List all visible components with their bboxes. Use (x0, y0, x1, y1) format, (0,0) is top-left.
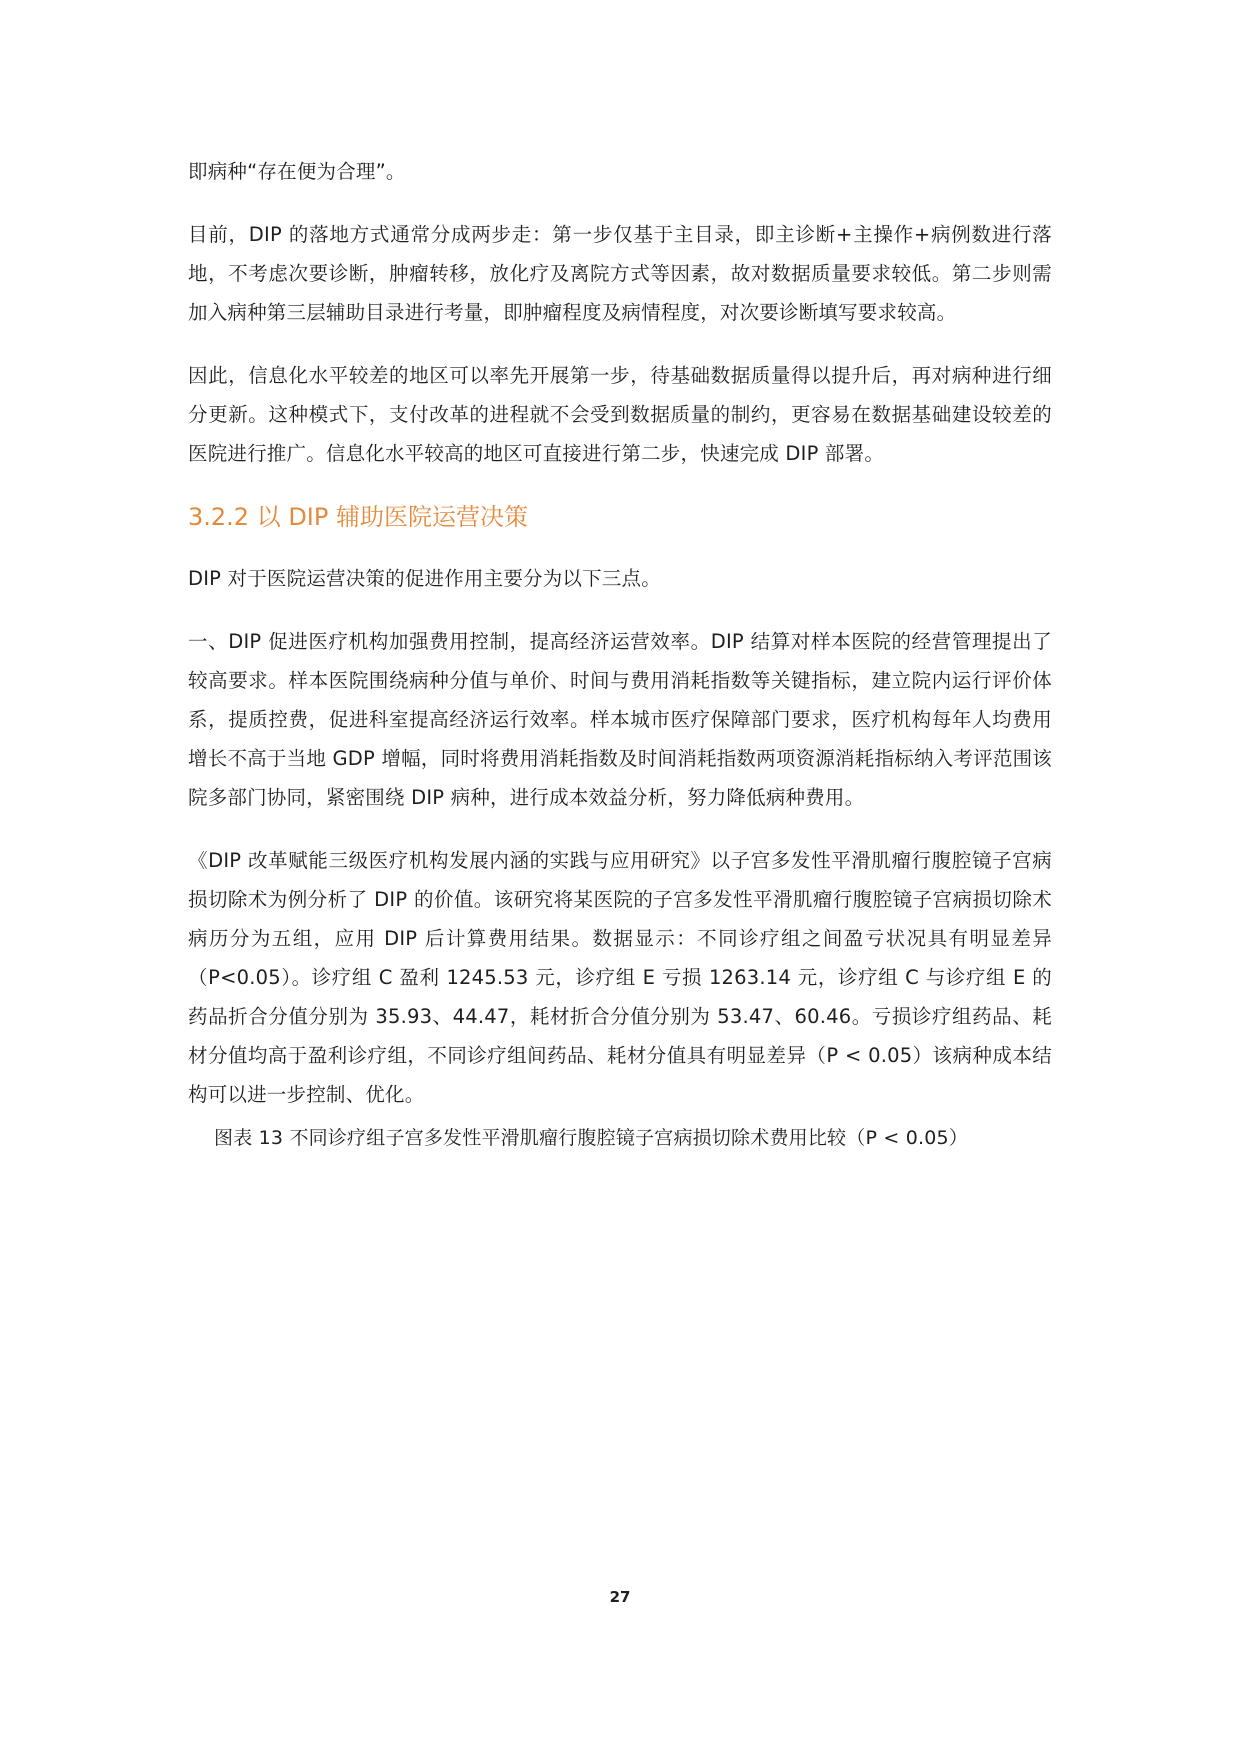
paragraph-informatization: 因此，信息化水平较差的地区可以率先开展第一步，待基础数据质量得以提升后，再对病种进行细分更新。这种模式下，支付改革的进程就不会受到数据质量的制约，更容易在数据基础建设较差的医院进行推广。信息化水平较高的地区可直接进行第二步，快速完成 DIP 部署。 (188, 364, 1052, 465)
figure-caption: 图表 13 不同诊疗组子宫多发性平滑肌瘤行腹腔镜子宫病损切除术费用比较（P < 0.05） (214, 1127, 969, 1149)
paragraph-intro: 即病种“存在便为合理”。 (188, 160, 406, 183)
paragraph-dip-steps: 目前，DIP 的落地方式通常分成两步走：第一步仅基于主目录，即主诊断+主操作+病例数进行落地，不考虑次要诊断，肿瘤转移，放化疗及离院方式等因素，故对数据质量要求较低。第二步则需加入病种第三层辅助目录进行考量，即肿瘤程度及病情程度，对次要诊断填写要求较高。 (188, 223, 1052, 324)
page-number: 27 (609, 1588, 631, 1606)
page-content (188, 152, 1052, 1156)
paragraph-cost-control: 一、DIP 促进医疗机构加强费用控制，提高经济运营效率。DIP 结算对样本医院的经营管理提出了较高要求。样本医院围绕病种分值与单价、时间与费用消耗指数等关键指标，建立院内运行评价体系，提质控费，促进科室提高经济运行效率。样本城市医疗保障部门要求，医疗机构每年人均费用增长不高于当地 GDP 增幅，同时将费用消耗指数及时间消耗指数两项资源消耗指标纳入考评范围该院多部门协同，紧密围绕 DIP 病种，进行成本效益分析，努力降低病种费用。 (188, 630, 1052, 809)
paragraph-section-intro: DIP 对于医院运营决策的促进作用主要分为以下三点。 (188, 567, 661, 590)
paragraph-case-study: 《DIP 改革赋能三级医疗机构发展内涵的实践与应用研究》以子宫多发性平滑肌瘤行腹腔镜子宫病损切除术为例分析了 DIP 的价值。该研究将某医院的子宫多发性平滑肌瘤行腹腔镜子宫病损切除术病历分为五组，应用 DIP 后计算费用结果。数据显示：不同诊疗组之间盈亏状况具有明显差异（P<0.05）。诊疗组 C 盈利 1245.53 元，诊疗组 E 亏损 1263.14 元，诊疗组 C 与诊疗组 E 的药品折合分值分别为 35.93、44.47，耗材折合分值分别为 53.47、60.46。亏损诊疗组药品、耗材分值均高于盈利诊疗组，不同诊疗组间药品、耗材分值具有明显差异（P < 0.05）该病种成本结构可以进一步控制、优化。 (188, 849, 1052, 1106)
section-heading: 3.2.2 以 DIP 辅助医院运营决策 (188, 503, 528, 531)
